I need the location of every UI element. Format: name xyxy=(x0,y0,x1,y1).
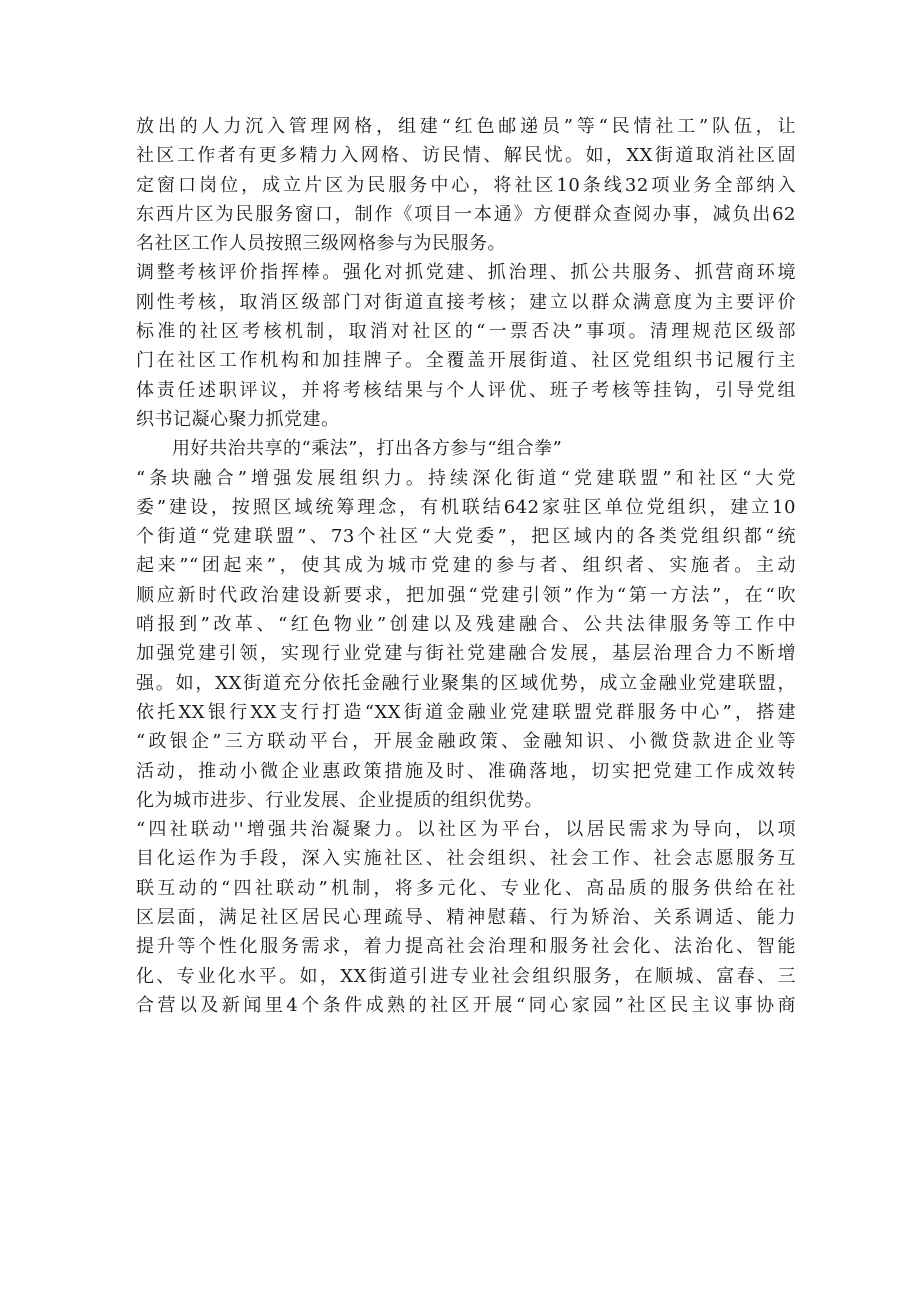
text-line: 织书记凝心聚力抓党建。 xyxy=(136,408,340,430)
text-line: 东西片区为民服务窗口，制作《项目一本通》方便群众查阅办事，减负出62 xyxy=(136,203,796,225)
text-line: 目化运作为手段，深入实施社区、社会组织、社会工作、社会志愿服务互 xyxy=(136,848,796,870)
text-line: 体责任述职评议，并将考核结果与个人评优、班子考核等挂钩，引导党组 xyxy=(136,379,796,401)
text-line: 联互动的“四社联动”机制，将多元化、专业化、高品质的服务供给在社 xyxy=(136,877,796,899)
text-line: 活动，推动小微企业惠政策措施及时、准确落地，切实把党建工作成效转 xyxy=(136,760,796,782)
text-line: 化为城市进步、行业发展、企业提质的组织优势。 xyxy=(136,789,543,811)
text-line: “政银企”三方联动平台，开展金融政策、金融知识、小微贷款进企业等 xyxy=(136,731,796,753)
text-line: 门在社区工作机构和加挂牌子。全覆盖开展街道、社区党组织书记履行主 xyxy=(136,350,796,372)
text-line: 合营以及新闻里4个条件成熟的社区开展“同心家园”社区民主议事协商 xyxy=(136,994,796,1016)
text-line: 个街道“党建联盟”、73个社区“大党委”，把区域内的各类党组织都“统 xyxy=(136,526,796,548)
text-line: 化、专业化水平。如，XX街道引进专业社会组织服务，在顺城、富春、三 xyxy=(136,965,796,987)
text-line: 标准的社区考核机制，取消对社区的“一票否决”事项。清理规范区级部 xyxy=(136,321,796,343)
text-line: 调整考核评价指挥棒。强化对抓党建、抓治理、抓公共服务、抓营商环境 xyxy=(136,262,796,284)
text-line: 依托XX银行XX支行打造“XX街道金融业党建联盟党群服务中心”，搭建 xyxy=(136,701,796,723)
text-line: 区层面，满足社区居民心理疏导、精神慰藉、行为矫治、关系调适、能力 xyxy=(136,907,796,929)
text-line: “四社联动''增强共治凝聚力。以社区为平台，以居民需求为导向，以项 xyxy=(136,819,796,841)
text-line: 哨报到”改革、“红色物业”创建以及残建融合、公共法律服务等工作中 xyxy=(136,614,796,636)
text-line: 委”建设，按照区域统筹理念，有机联结642家驻区单位党组织，建立10 xyxy=(136,496,796,518)
text-line: “条块融合”增强发展组织力。持续深化街道“党建联盟”和社区“大党 xyxy=(136,467,796,489)
text-line: 名社区工作人员按照三级网格参与为民服务。 xyxy=(136,233,506,255)
text-line: 社区工作者有更多精力入网格、访民情、解民忧。如，XX街道取消社区固 xyxy=(136,145,796,167)
text-line: 顺应新时代政治建设新要求，把加强“党建引领”作为“第一方法”，在“吹 xyxy=(136,584,796,606)
section-heading: 用好共治共享的“乘法”，打出各方参与“组合拳” xyxy=(172,438,563,460)
text-line: 定窗口岗位，成立片区为民服务中心，将社区10条线32项业务全部纳入 xyxy=(136,174,796,196)
text-line: 起来”“团起来”，使其成为城市党建的参与者、组织者、实施者。主动 xyxy=(136,555,796,577)
text-line: 加强党建引领，实现行业党建与街社党建融合发展，基层治理合力不断增 xyxy=(136,643,796,665)
text-line: 提升等个性化服务需求，着力提高社会治理和服务社会化、法治化、智能 xyxy=(136,936,796,958)
document-body xyxy=(136,112,796,1020)
text-line: 刚性考核，取消区级部门对街道直接考核；建立以群众满意度为主要评价 xyxy=(136,291,796,313)
text-line: 强。如，XX街道充分依托金融行业聚集的区域优势，成立金融业党建联盟， xyxy=(136,672,796,694)
text-line: 放出的人力沉入管理网格，组建“红色邮递员”等“民情社工”队伍，让 xyxy=(136,116,796,137)
